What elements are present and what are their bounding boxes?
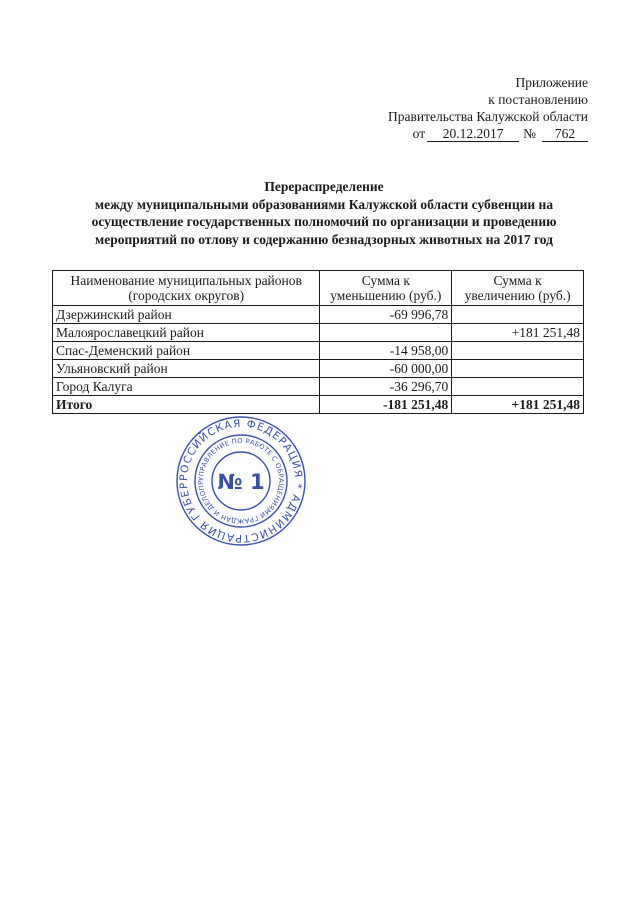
header-municipality-line2: (городских округов): [128, 288, 245, 303]
appendix-government: Правительства Калужской области: [387, 109, 588, 124]
total-increase: +181 251,48: [452, 396, 584, 414]
row-name: Малоярославецкий район: [53, 324, 320, 342]
header-increase: [452, 271, 584, 306]
row-decrease: [320, 324, 452, 342]
row-decrease: -60 000,00: [320, 360, 452, 378]
row-increase: [452, 360, 584, 378]
seal-graphic: [174, 414, 308, 548]
document-title: [60, 178, 588, 248]
header-decrease-line1: Сумма к: [361, 272, 410, 288]
appendix-to-resolution: к постановлению: [488, 92, 588, 107]
header-decrease-line2: уменьшению (руб.): [330, 288, 442, 303]
resolution-number: 762: [542, 127, 588, 142]
title-line-1: Перераспределение: [264, 179, 384, 194]
title-line-4: мероприятий по отлову и содержанию безнадзорных животных на 2017 год: [95, 231, 553, 247]
total-decrease: -181 251,48: [320, 396, 452, 414]
row-name: Ульяновский район: [53, 360, 320, 378]
seal-inner-text: УПРАВЛЕНИЕ ПО РАБОТЕ С ОБРАЩЕНИЯМИ ГРАЖДАН И ДЕЛОПР: [196, 436, 286, 526]
table-row: [53, 378, 584, 396]
table-row: [53, 360, 584, 378]
header-decrease: [320, 271, 452, 306]
seal-center-number: № 1: [217, 470, 265, 494]
row-name: Спас-Деменский район: [53, 342, 320, 360]
from-label: от: [412, 126, 426, 141]
row-increase: +181 251,48: [452, 324, 584, 342]
row-increase: [452, 306, 584, 324]
header-increase-line1: Сумма к: [493, 272, 542, 288]
title-line-2: между муниципальными образованиями Калужской области субвенции на: [94, 196, 554, 212]
row-decrease: -14 958,00: [320, 342, 452, 360]
row-increase: [452, 342, 584, 360]
row-name: Дзержинский район: [53, 306, 320, 324]
official-seal: [174, 414, 308, 548]
redistribution-table: [52, 270, 584, 414]
number-label: №: [523, 126, 536, 141]
header-municipality: [53, 271, 320, 306]
appendix-block: [328, 74, 588, 142]
seal-outer-text: РОССИЙСКАЯ ФЕДЕРАЦИЯ * АДМИНИСТРАЦИЯ ГУБЕР: [177, 417, 305, 545]
table-total-row: [53, 396, 584, 414]
appendix-date-number: [328, 125, 588, 142]
row-decrease: -36 296,70: [320, 378, 452, 396]
header-municipality-line1: Наименование муниципальных районов: [70, 272, 302, 288]
title-line-3: осуществление государственных полномочий по организации и проведению: [91, 214, 557, 229]
appendix-title: Приложение: [515, 75, 588, 90]
resolution-date: 20.12.2017: [427, 127, 519, 142]
table-row: [53, 324, 584, 342]
table-row: [53, 342, 584, 360]
row-decrease: -69 996,78: [320, 306, 452, 324]
total-name: Итого: [53, 396, 320, 414]
header-increase-line2: увеличению (руб.): [464, 288, 571, 303]
table-row: [53, 306, 584, 324]
table-header-row: [53, 271, 584, 306]
row-increase: [452, 378, 584, 396]
row-name: Город Калуга: [53, 378, 320, 396]
